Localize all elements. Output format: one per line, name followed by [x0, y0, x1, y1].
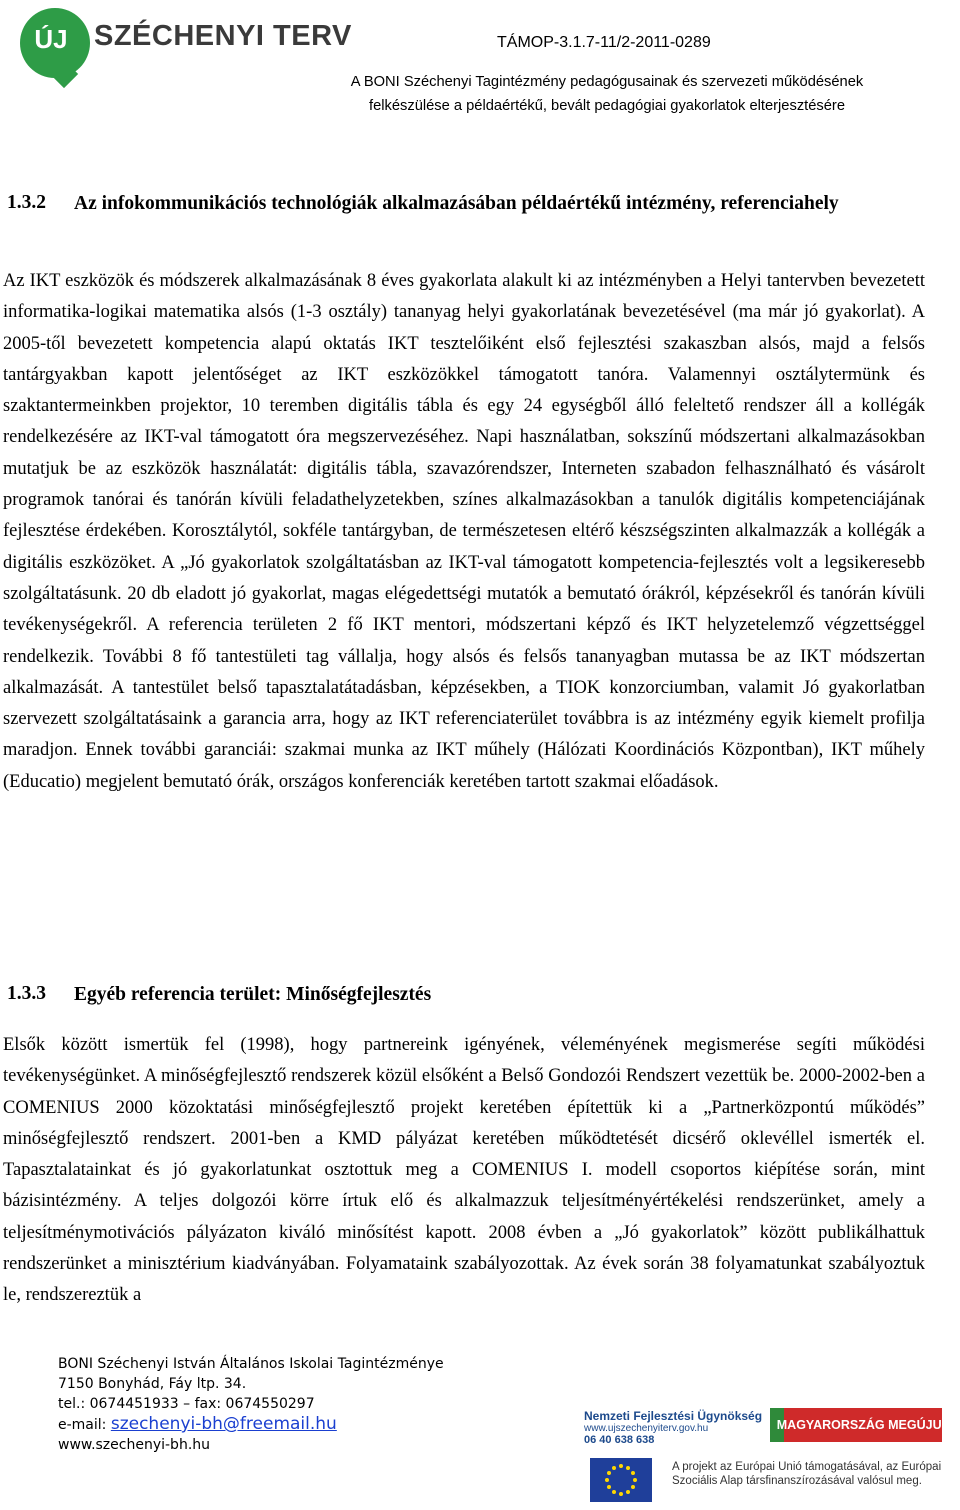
magyarorszag-megujul-logo: [770, 1408, 950, 1442]
section-132-number: 1.3.2: [7, 192, 46, 213]
footer-email-label: e-mail:: [58, 1417, 107, 1433]
footer-contact: [58, 1354, 444, 1455]
footer-email-link[interactable]: szechenyi-bh@freemail.hu: [110, 1414, 337, 1434]
eu-funding-note: [672, 1460, 944, 1488]
header-subtitle-line1: A BONI Széchenyi Tagintézmény pedagógusainak és szervezeti működésének: [350, 74, 864, 90]
footer-address: 7150 Bonyhád, Fáy ltp. 34.: [58, 1376, 247, 1392]
footer-phone-fax: tel.: 0674451933 – fax: 0674550297: [58, 1396, 315, 1412]
header-subtitle-line2: felkészülése a példaértékű, bevált pedagógiai gyakorlatok elterjesztésére: [368, 98, 845, 114]
eu-stars-icon: [590, 1458, 652, 1502]
footer-institution: BONI Széchenyi István Általános Iskolai Tagintézménye: [58, 1356, 444, 1372]
section-133-body: Elsők között ismertük fel (1998), hogy partnereink igényének, véleményének megismerése segíti működési tevékenységünket. A minőségfejlesztő rendszerek közül elsőként a Belső Gondozói Rendszert vezettük be. 2000-2002-ben a COMENIUS 2000 közoktatási minőségfejlesztő projekt keretében építettük ki a „Partnerközpontú működés” minőségfejlesztő rendszert. 2001-ben a KMD pályázat keretében működtetését dicsérő oklevéllel ismerték el. Tapasztalatainkat és jó gyakorlatunkat osztottuk meg a COMENIUS I. modell csoportos kiépítése során, mint bázisintézmény. A teljes dolgozói körre írtuk elő és alkalmazzuk teljesítményértékelési rendszerünket, amely a teljesítménymotivációs pályázaton kiváló minősítést kapott. 2008 évben a „Jó gyakorlatok” között publikálhattuk rendszerünket a minisztérium kiadványában. Folyamataink szabályozottak. Az évek során 38 folyamatunkat szabályoztuk le, rendszereztük a: [3, 1035, 925, 1306]
footer-email-row: [58, 1414, 444, 1435]
logo-uj-text: ÚJ: [34, 24, 68, 54]
eu-funding-line2: Szociális Alap társfinanszírozásával valósul meg.: [672, 1475, 922, 1487]
mm-text: MAGYARORSZÁG MEGÚJUL: [776, 1418, 950, 1432]
ngu-name: Nemzeti Fejlesztési Ügynökség: [584, 1409, 763, 1423]
ngu-web: www.ujszechenyiterv.gov.hu: [584, 1423, 709, 1434]
project-code: TÁMOP-3.1.7-11/2-2011-0289: [497, 34, 711, 51]
section-132-title: Az infokommunikációs technológiák alkalmazásában példaértékű intézmény, referenciahely: [74, 193, 839, 214]
section-132-body: Az IKT eszközök és módszerek alkalmazásának 8 éves gyakorlata alakult ki az intézményben a Helyi tantervben bevezetett informatika-logikai matematika alsós (1-3 osztály) tananyag helyi gyakorlatának bevezetésével (ma már jó gyakorlat). A 2005-től bevezetett kompetencia alapú oktatás IKT tesztelőiként első fejlesztési szakaszban alsós, majd a felsős tantárgyakban kapott jelentőséget az IKT eszközökkel támogatott tanóra. Valamennyi osztálytermünk és szaktantermeinkben projektor, 10 teremben digitális tábla és egy 24 egységből álló feleltető rendszer áll a kollégák rendelkezésére az IKT-val támogatott óra megszervezéséhez. Napi használatban, sokszínű módszertani alkalmazásokban mutatjuk be az eszközök használatát: digitális tábla, szavazórendszer, Interneten szabadon felhasználható és vásárolt programok tanórai és tanórán kívüli feladathelyzetekben, színes alkalmazásokban a tanulók digitális kompetenciájának fejlesztése érdekében. Korosztálytól, sokféle tantárgyban, de természetesen eltérő készségszinten alkalmazzák a kollégák a digitális eszközöket. A „Jó gyakorlatok szolgáltatásban az IKT-val támogatott kompetencia-fejlesztés volt a legsikeresebb szolgáltatásunk. 20 db eladott jó gyakorlat, magas elégedettségi mutatók a bemutató órákról, képzésekről és tanórán kívüli tevékenységekről. A referencia területen 2 fő IKT mentori, módszertani képző és IKT helyzetelemző végzettséggel rendelkezik. További 8 fő tantestületi tag vállalja, hogy alsós és felsős tananyagban mutassa be az IKT módszertan alkalmazását. A tantestület belső tapasztalatátadásban, képzésekben, a TIOK konzorciumban, valamit Jó gyakorlatban szervezett szolgáltatásaink a garancia arra, hogy az IKT referenciaterület továbbra is az intézmény egyik kiemelt profilja maradjon. Ennek további garanciái: szakmai munka az IKT műhely (Hálózati Koordinációs Központban), IKT műhely (Educatio) megjelent bemutató órák, országos konferenciák keretében tartott szakmai előadások.: [3, 271, 925, 792]
ngu-logo: [584, 1409, 764, 1449]
eu-funding-line1: A projekt az Európai Unió támogatásával, az Európai: [672, 1461, 942, 1473]
logo-name-text: SZÉCHENYI TERV: [94, 20, 352, 52]
uj-szechenyi-terv-logo: [16, 6, 352, 88]
section-133-number: 1.3.3: [7, 983, 46, 1004]
footer-website[interactable]: www.szechenyi-bh.hu: [58, 1437, 211, 1453]
eu-flag-icon: [590, 1458, 652, 1502]
section-133-title: Egyéb referencia terület: Minőségfejlesztés: [74, 984, 432, 1005]
ngu-phone: 06 40 638 638: [584, 1434, 655, 1446]
